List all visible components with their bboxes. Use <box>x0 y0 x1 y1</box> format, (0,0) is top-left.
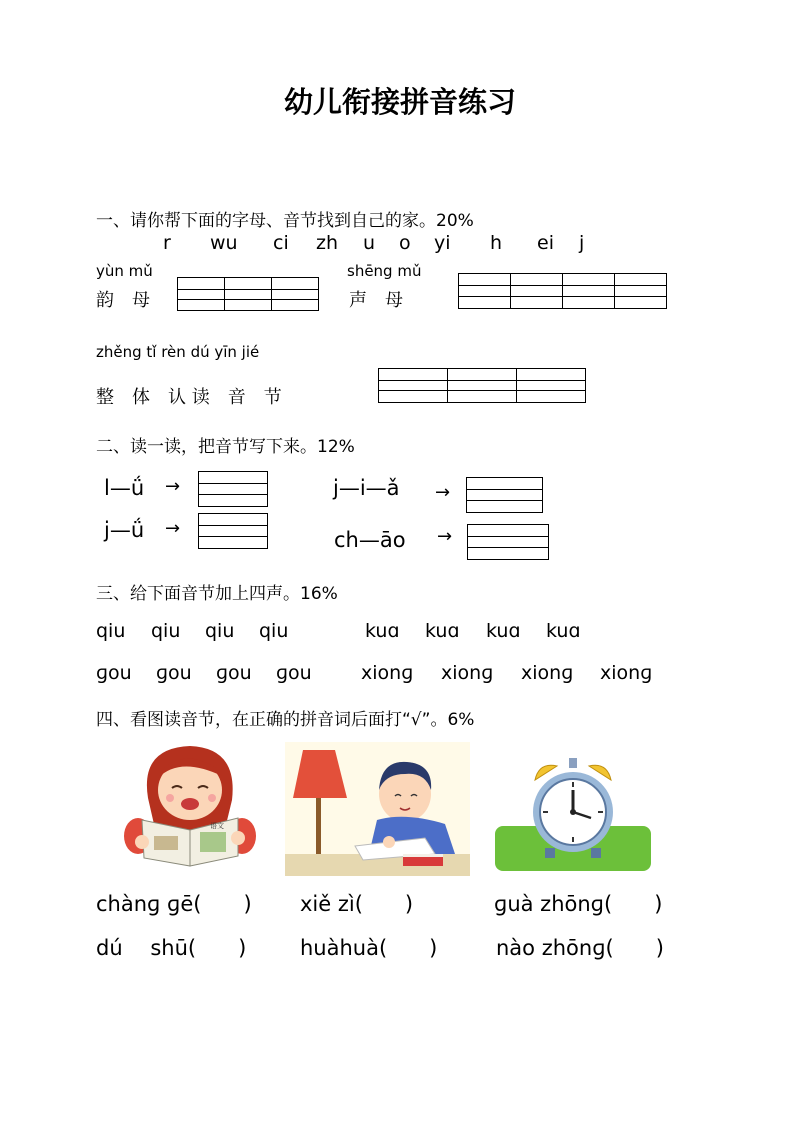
arrow-icon: → <box>165 518 181 539</box>
letter-item: ci <box>273 232 289 254</box>
answer-grid[interactable] <box>467 524 549 560</box>
section4-heading: 四、看图读音节，在正确的拼音词后面打“√”。6% <box>96 710 475 730</box>
option-naozhong[interactable]: nào zhōnɡ( ) <box>496 936 664 960</box>
arrow-icon: → <box>437 526 453 547</box>
section2-heading: 二、读一读，把音节写下来。12% <box>96 437 355 457</box>
tone-syllable: qiu <box>259 620 289 642</box>
letter-item: o <box>399 232 411 254</box>
tone-syllable: ɡou <box>96 662 132 684</box>
answer-grid[interactable] <box>198 513 268 549</box>
letter-item: ei <box>537 232 554 254</box>
page-title: 幼儿衔接拼音练习 <box>283 85 516 119</box>
tone-syllable: xionɡ <box>600 662 653 684</box>
tone-syllable: ɡou <box>216 662 252 684</box>
shengmu-label: 声 母 <box>349 290 403 311</box>
letter-item: h <box>490 232 503 254</box>
tone-syllable: qiu <box>205 620 235 642</box>
yunmu-pinyin: yùn mǔ <box>96 262 153 280</box>
shengmu-pinyin: shēng mǔ <box>347 262 422 280</box>
book-cover-text: 语文 <box>210 822 224 830</box>
section3-heading: 三、给下面音节加上四声。16% <box>96 584 338 604</box>
option-guazhong[interactable]: ɡuà zhōnɡ( ) <box>494 892 663 916</box>
tone-syllable: kuɑ <box>486 620 521 642</box>
tone-syllable: kuɑ <box>365 620 400 642</box>
option-huahua[interactable]: huàhuà( ) <box>300 936 438 960</box>
tone-syllable: xionɡ <box>521 662 574 684</box>
tone-syllable: qiu <box>96 620 126 642</box>
option-changge[interactable]: chànɡ ɡē( ) <box>96 892 252 916</box>
yunmu-writing-grid[interactable] <box>177 277 319 311</box>
section1-heading: 一、请你帮下面的字母、音节找到自己的家。20% <box>96 211 474 231</box>
boy-writing-illustration <box>285 742 470 876</box>
zhengti-label: 整 体 认 读 音 节 <box>96 387 282 408</box>
yunmu-label: 韵 母 <box>96 290 150 311</box>
tone-syllable: kuɑ <box>425 620 460 642</box>
arrow-icon: → <box>165 476 181 497</box>
option-dushu[interactable]: dú shū( ) <box>96 936 247 960</box>
option-xiezi[interactable]: xiě zì( ) <box>300 892 414 916</box>
arrow-icon: → <box>435 482 451 503</box>
zhengti-writing-grid[interactable] <box>378 368 586 403</box>
syllable-item: ch—āo <box>334 528 406 552</box>
answer-grid[interactable] <box>198 471 268 507</box>
tone-syllable: ɡou <box>156 662 192 684</box>
zhengti-pinyin: zhěng tǐ rèn dú yīn jié <box>96 343 260 361</box>
tone-syllable: ɡou <box>276 662 312 684</box>
tone-syllable: xionɡ <box>361 662 414 684</box>
tone-syllable: kuɑ <box>546 620 581 642</box>
letter-item: yi <box>434 232 451 254</box>
syllable-item: j—i—ǎ <box>333 476 400 500</box>
tone-syllable: qiu <box>151 620 181 642</box>
letter-item: u <box>363 232 376 254</box>
alarm-clock-illustration <box>495 756 651 871</box>
answer-grid[interactable] <box>466 477 543 513</box>
letter-item: j <box>579 232 585 254</box>
shengmu-writing-grid[interactable] <box>458 273 667 309</box>
letter-item: r <box>163 232 171 254</box>
syllable-item: l—ǘ <box>104 476 145 500</box>
letter-item: wu <box>210 232 238 254</box>
girl-reading-illustration <box>120 738 260 870</box>
syllable-item: j—ǘ <box>104 518 145 542</box>
letter-item: zh <box>316 232 339 254</box>
tone-syllable: xionɡ <box>441 662 494 684</box>
